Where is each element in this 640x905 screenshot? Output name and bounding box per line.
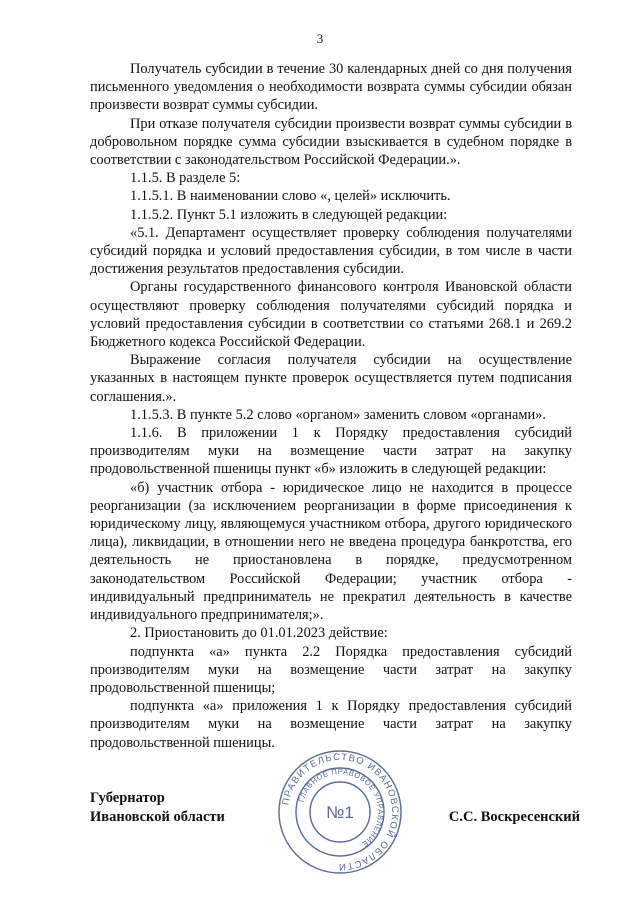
official-seal (276, 748, 404, 876)
paragraph: Получатель субсидии в течение 30 календарных дней со дня получения письменного уведомления о необходимости возврата суммы субсидии обязан произвести возврат суммы субсидии. (90, 61, 572, 114)
seal-inner-text: ГЛАВНОЕ ПРАВОВОЕ УПРАВЛЕНИЕ (296, 766, 386, 850)
seal-number: №1 (326, 803, 354, 822)
paragraph: Органы государственного финансового контроля Ивановской области осуществляют проверку соблюдения получателями субсидий порядка и условий предоставления субсидии в соответствии со статьями 268.1 и 269.2 Бюджетного кодекса Российской Федерации. (90, 279, 572, 351)
seal-outer-text: ПРАВИТЕЛЬСТВО ИВАНОВСКОЙ ОБЛАСТИ (280, 751, 401, 873)
paragraph: Выражение согласия получателя субсидии на осуществление указанных в настоящем пункте проверок осуществляется путем подписания соглашения.». (90, 352, 572, 405)
signer-position: Губернатор (90, 790, 165, 806)
paragraph: 1.1.5.2. Пункт 5.1 изложить в следующей редакции: (130, 206, 448, 223)
paragraph: 1.1.5. В разделе 5: (130, 170, 241, 187)
document-body (90, 60, 572, 752)
paragraph: «5.1. Департамент осуществляет проверку соблюдения получателями субсидий порядка и условий предоставления субсидии, в том числе в части достижения результатов предоставления субсидии. (90, 224, 572, 278)
paragraph: подпункта «а» приложения 1 к Порядку предоставления субсидий производителям муки на возмещение части затрат на закупку продовольственной пшеницы. (90, 698, 572, 751)
page-number: 3 (316, 31, 324, 46)
paragraph: подпункта «а» пункта 2.2 Порядка предоставления субсидий производителям муки на возмещение части затрат на закупку продовольственной пшеницы; (90, 643, 572, 696)
paragraph: 2. Приостановить до 01.01.2023 действие: (130, 625, 388, 642)
signature-title (90, 789, 225, 827)
paragraph: 1.1.6. В приложении 1 к Порядку предоставления субсидий производителям муки на возмещение части затрат на закупку продовольственной пшеницы пункт «б» изложить в следующей редакции: (90, 425, 572, 478)
signer-region: Ивановской области (90, 809, 225, 825)
paragraph: «б) участник отбора - юридическое лицо не находится в процессе реорганизации (за исключением реорганизации в форме присоединения к юридическому лицу, являющемуся участником отбора, другого юридического лица), ликвидации, в отношении него не введена процедура банкротства, его деятельность не приостановлена в порядке, предусмотренном законодательством Российской Федерации; участник отбора - индивидуальный предприниматель не прекратил деятельность в качестве индивидуального предпринимателя;». (90, 479, 572, 624)
paragraph: 1.1.5.1. В наименовании слово «, целей» исключить. (130, 188, 451, 205)
signer-name: С.С. Воскресенский (448, 809, 580, 825)
paragraph: При отказе получателя субсидии произвести возврат суммы субсидии в добровольном порядке сумма субсидии взыскивается в судебном порядке в соответствии с законодательством Российской Федерации.». (90, 115, 572, 169)
paragraph: 1.1.5.3. В пункте 5.2 слово «органом» заменить словом «органами». (130, 406, 546, 423)
